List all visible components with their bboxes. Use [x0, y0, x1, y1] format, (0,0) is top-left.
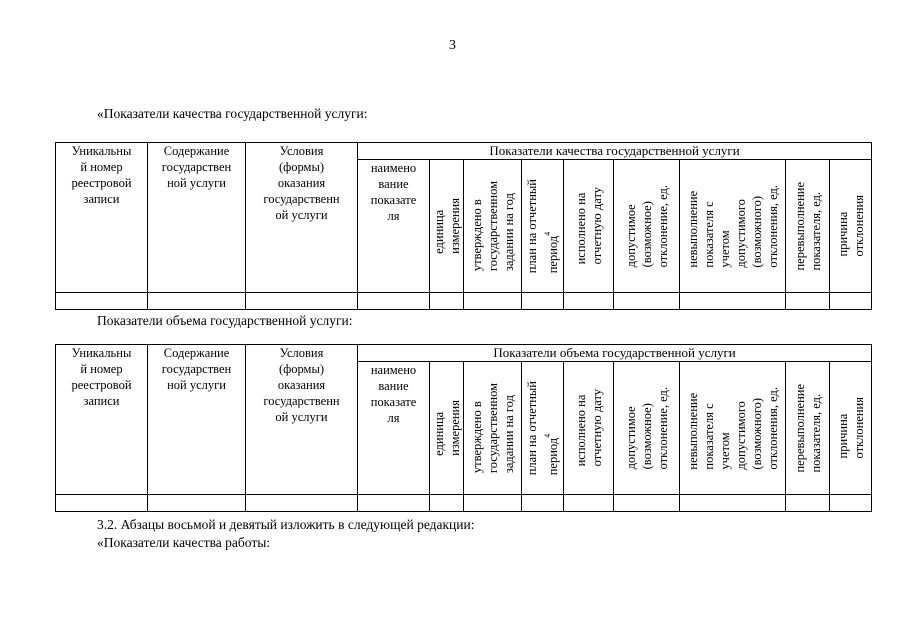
amendment-paragraph: 3.2. Абзацы восьмой и девятый изложить в следующей редакции:	[97, 517, 475, 532]
header-line: государствен	[161, 362, 232, 376]
col-deviation-reason	[830, 362, 872, 495]
header-line: отклонение, ед.	[655, 184, 670, 268]
header-line: Уникальны	[71, 346, 132, 360]
header-line: измерения	[447, 198, 462, 254]
header-line: допустимого	[733, 198, 748, 268]
volume-group-header: Показатели объема государственной услуги	[358, 345, 872, 362]
col-approved-annual	[464, 362, 522, 495]
header-line: ой услуги	[275, 208, 328, 222]
header-line: ной услуги	[167, 176, 226, 190]
col-planned-period	[522, 160, 564, 293]
header-line: утверждено в	[469, 199, 484, 272]
header-line: (возможного)	[749, 397, 764, 470]
header-line: государственном	[485, 382, 500, 474]
volume-indicators-heading: Показатели объема государственной услуги:	[97, 313, 353, 328]
header-line: й номер	[80, 362, 123, 376]
header-line: причина	[835, 211, 850, 257]
page-number: 3	[449, 38, 456, 53]
header-line: государственном	[485, 180, 500, 272]
footnote-mark: 4	[542, 433, 552, 438]
header-line: оказания	[277, 378, 326, 392]
quality-group-header: Показатели качества государственной услуги	[358, 143, 872, 160]
col-executed-to-date	[564, 362, 614, 495]
header-line: показателя с	[701, 201, 716, 268]
header-line: наимено	[370, 363, 417, 377]
quality-indicators-heading: «Показатели качества государственной услуги:	[97, 106, 368, 121]
col-allowed-deviation	[614, 362, 680, 495]
header-line: Содержание	[163, 346, 230, 360]
header-line: отчетную дату	[589, 187, 604, 265]
header-line: отклонения, ед.	[765, 184, 780, 268]
header-line: ой услуги	[275, 410, 328, 424]
header-line: записи	[83, 394, 120, 408]
col-unit	[430, 362, 464, 495]
header-line: реестровой	[71, 378, 132, 392]
col-planned-period	[522, 362, 564, 495]
header-line: допустимое	[623, 204, 638, 268]
header-line: (возможное)	[639, 200, 654, 268]
header-line: отклонение, ед.	[655, 386, 670, 470]
header-line: Условия	[279, 144, 324, 158]
header-line: Условия	[279, 346, 324, 360]
header-line: вание	[378, 177, 409, 191]
header-line: показателя, ед.	[808, 393, 823, 473]
header-line: перевыполнение	[792, 383, 807, 473]
col-unfulfilled	[680, 362, 786, 495]
header-line: период$^4$	[542, 433, 561, 476]
header-line: отчетную дату	[589, 389, 604, 467]
header-line: утверждено в	[469, 401, 484, 474]
col-service-content	[148, 143, 246, 293]
col-unique-number	[56, 345, 148, 495]
header-line: ной услуги	[167, 378, 226, 392]
header-line: отклонения	[851, 195, 866, 257]
header-line: (возможного)	[749, 195, 764, 268]
header-line: задании на год	[501, 395, 516, 474]
header-line: показате	[370, 193, 417, 207]
col-overfulfilled	[786, 160, 830, 293]
col-indicator-name	[358, 160, 430, 293]
header-line: исполнено на	[573, 192, 588, 265]
header-line: отклонения	[851, 397, 866, 459]
header-line: ля	[387, 411, 400, 425]
col-executed-to-date	[564, 160, 614, 293]
header-line: измерения	[447, 400, 462, 456]
header-line: оказания	[277, 176, 326, 190]
header-line: единица	[431, 411, 446, 456]
header-line: й номер	[80, 160, 123, 174]
header-line: показате	[370, 395, 417, 409]
col-service-conditions	[246, 143, 358, 293]
header-line: отклонения, ед.	[765, 386, 780, 470]
col-deviation-reason	[830, 160, 872, 293]
header-line: государствен	[161, 160, 232, 174]
header-line: невыполнение	[685, 190, 700, 268]
header-line: задании на год	[501, 193, 516, 272]
header-line: (формы)	[278, 160, 325, 174]
col-approved-annual	[464, 160, 522, 293]
volume-indicators-table	[55, 344, 872, 512]
header-line: план на отчетный	[524, 380, 539, 476]
header-line: (возможное)	[639, 402, 654, 470]
header-line: учетом	[717, 229, 732, 268]
quality-indicators-table	[55, 142, 872, 310]
header-line: государственн	[263, 394, 340, 408]
header-line: записи	[83, 192, 120, 206]
header-line: период$^4$	[542, 231, 561, 274]
header-line: исполнено на	[573, 394, 588, 467]
header-line: наимено	[370, 161, 417, 175]
col-service-conditions	[246, 345, 358, 495]
col-unique-number	[56, 143, 148, 293]
header-line: единица	[431, 209, 446, 254]
col-service-content	[148, 345, 246, 495]
header-line: учетом	[717, 431, 732, 470]
footnote-mark: 4	[542, 231, 552, 236]
header-line: допустимого	[733, 400, 748, 470]
header-line: ля	[387, 209, 400, 223]
col-indicator-name	[358, 362, 430, 495]
col-unfulfilled	[680, 160, 786, 293]
col-overfulfilled	[786, 362, 830, 495]
table-row	[56, 495, 872, 512]
header-line: (формы)	[278, 362, 325, 376]
header-line: невыполнение	[685, 392, 700, 470]
header-line: Уникальны	[71, 144, 132, 158]
header-line: государственн	[263, 192, 340, 206]
work-quality-heading: «Показатели качества работы:	[97, 535, 271, 550]
header-line: Содержание	[163, 144, 230, 158]
header-line: реестровой	[71, 176, 132, 190]
header-line: перевыполнение	[792, 181, 807, 271]
header-line: показателя, ед.	[808, 191, 823, 271]
header-line: вание	[378, 379, 409, 393]
header-line: показателя с	[701, 403, 716, 470]
header-line: план на отчетный	[524, 178, 539, 274]
header-line: причина	[835, 413, 850, 459]
col-unit	[430, 160, 464, 293]
table-row	[56, 293, 872, 310]
col-allowed-deviation	[614, 160, 680, 293]
header-line: допустимое	[623, 406, 638, 470]
